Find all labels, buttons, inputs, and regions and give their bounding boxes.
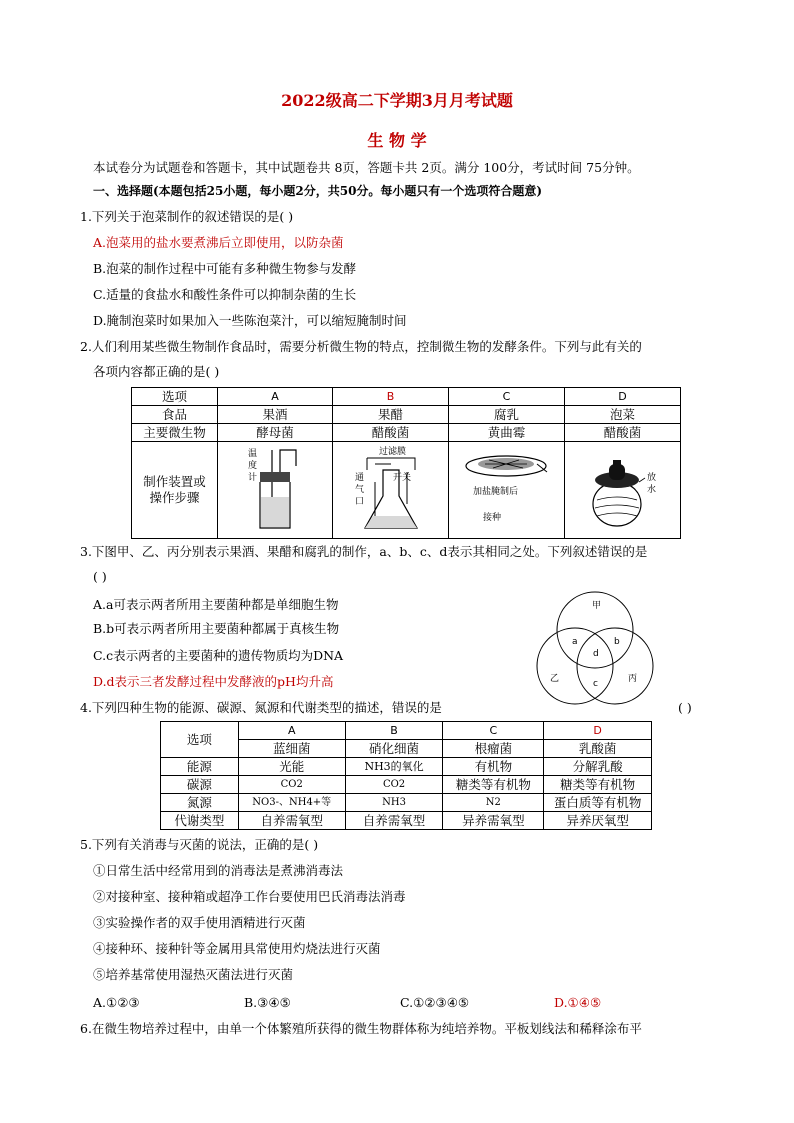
q4-head-label: 选项 [161,722,239,758]
q2-cell: 果酒 [218,406,333,424]
q1-option-d: D.腌制泡菜时如果加入一些陈泡菜汁，可以缩短腌制时间 [93,313,407,328]
thermo-label-1: 温 [248,449,258,459]
vent-label-3: 口 [355,497,365,507]
q4-cell: 分解乳酸 [544,758,652,776]
q4-cell: 根瘤菌 [443,740,544,758]
q2-fig-d-cell [565,442,681,539]
q4-energy-row [161,758,652,776]
q2-device-label-1: 制作装置或 [143,474,206,489]
subject-title: 生 物 学 [367,131,427,150]
q2-food-row [132,406,681,424]
q4-meta-row [161,812,652,830]
venn-label-d: d [593,649,599,659]
q4-cell: 异养需氧型 [443,812,544,830]
venn-label-b: b [614,637,620,647]
sufu-plate-figure [449,442,564,534]
q2-cell: 醋酸菌 [333,424,449,442]
venn-label-bing: 丙 [628,674,638,684]
q2-header-row [132,388,681,406]
q2-cell: 醋酸菌 [565,424,681,442]
q2-header-cell: B [333,388,449,406]
q3-stem-line2: ( ) [93,569,107,584]
q5-item-4: ④接种环、接种针等金属用具常使用灼烧法进行灭菌 [93,941,381,956]
thermo-label-2: 度 [248,461,258,471]
q4-letter: A [238,722,345,740]
q4-row-label: 代谢类型 [161,812,239,830]
q2-header-cell: D [565,388,681,406]
thermo-label-3: 计 [248,473,258,483]
q4-cell: 异养厌氧型 [544,812,652,830]
q1-stem: 1.下列关于泡菜制作的叙述错误的是( ) [80,209,294,224]
q2-stem-line2: 各项内容都正确的是( ) [93,364,220,379]
q1-option-a: A.泡菜用的盐水要煮沸后立即使用，以防杂菌 [93,235,344,250]
q2-fig-a-cell [218,442,333,539]
q4-cell: 自养需氧型 [345,812,443,830]
q2-cell: 黄曲霉 [449,424,565,442]
switch-label: 开关 [393,473,412,483]
venn-label-jia: 甲 [592,601,602,611]
exam-intro: 本试卷分为试题卷和答题卡，其中试题卷共 8页，答题卡共 2页。满分 100分，考试时间 75分钟。 [93,160,640,175]
q2-header-cell: 选项 [132,388,218,406]
q4-cell: 自养需氧型 [238,812,345,830]
venn-label-yi: 乙 [550,674,560,684]
q4-cell: 乳酸菌 [544,740,652,758]
vent-label-1: 通 [355,473,365,483]
q4-cell: NH3 [345,794,443,812]
q6-stem: 6.在微生物培养过程中，由单一个体繁殖所获得的微生物群体称为纯培养物。平板划线法和稀释涂布平 [80,1021,642,1036]
section-heading: 一、选择题(本题包括25小题，每小题2分，共50分。每小题只有一个选项符合题意) [93,184,543,198]
q3-stem-line1: 3.下图甲、乙、丙分别表示果酒、果醋和腐乳的制作，a、b、c、d表示其相同之处。下列叙述错误的是 [80,544,648,559]
q4-cell: 蓝细菌 [238,740,345,758]
q4-answer-paren: ( ) [678,700,692,715]
exam-title: 2022级高二下学期3月月考试题 [281,91,513,110]
q4-nitrogen-row [161,794,652,812]
wine-fermenter-figure [218,442,332,534]
q4-cell: 硝化细菌 [345,740,443,758]
q4-table [160,721,652,830]
venn-diagram [530,588,660,706]
q4-cell: 糖类等有机物 [443,776,544,794]
q2-header-cell: C [449,388,565,406]
q2-fig-c-cell [449,442,565,539]
venn-label-c: c [593,679,598,689]
q5-choice-a: A.①②③ [93,995,140,1010]
q2-table [131,387,681,539]
kimchi-jar-figure [565,442,680,534]
q2-cell: 果醋 [333,406,449,424]
vinegar-fermenter-figure [333,442,448,534]
q4-letter: B [345,722,443,740]
q2-microbe-row [132,424,681,442]
q2-fig-b-cell [333,442,449,539]
q4-letter-row [161,722,652,740]
q1-option-b: B.泡菜的制作过程中可能有多种微生物参与发酵 [93,261,357,276]
q4-letter: D [544,722,652,740]
q4-row-label: 能源 [161,758,239,776]
q5-choice-c: C.①②③④⑤ [400,995,470,1010]
q4-cell: 有机物 [443,758,544,776]
q2-cell: 酵母菌 [218,424,333,442]
q3-option-d: D.d表示三者发酵过程中发酵液的pH均升高 [93,674,334,689]
q5-item-2: ②对接种室、接种箱或超净工作台要使用巴氏消毒法消毒 [93,889,406,904]
q4-cell: NO3-、NH4+等 [238,794,345,812]
q5-item-5: ⑤培养基常使用湿热灭菌法进行灭菌 [93,967,294,982]
q3-option-b: B.b可表示两者所用主要菌种都属于真核生物 [93,621,340,636]
q3-option-c: C.c表示两者的主要菌种的遗传物质均为DNA [93,648,344,663]
q5-stem: 5.下列有关消毒与灭菌的说法，正确的是( ) [80,837,319,852]
q4-cell: NH3的氧化 [345,758,443,776]
q4-row-label: 碳源 [161,776,239,794]
q2-header-cell: A [218,388,333,406]
vent-label-2: 气 [355,485,365,495]
inoculate-label: 接种 [483,513,502,523]
q5-choice-d: D.①④⑤ [554,995,602,1010]
q2-stem-line1: 2.人们利用某些微生物制作食品时，需要分析微生物的特点，控制微生物的发酵条件。下列与此有关的 [80,339,642,354]
q4-cell: 糖类等有机物 [544,776,652,794]
q1-option-c: C.适量的食盐水和酸性条件可以抑制杂菌的生长 [93,287,357,302]
water-label-1: 放 [647,473,657,483]
q5-item-3: ③实验操作者的双手使用酒精进行灭菌 [93,915,306,930]
q5-item-1: ①日常生活中经常用到的消毒法是煮沸消毒法 [93,863,344,878]
q4-row-label: 氮源 [161,794,239,812]
q4-stem: 4.下列四种生物的能源、碳源、氮源和代谢类型的描述，错误的是 [80,700,442,715]
q4-letter: C [443,722,544,740]
q2-cell: 腐乳 [449,406,565,424]
salt-step-label: 加盐腌制后 [473,487,519,497]
q2-device-row [132,442,681,539]
q2-row-label: 主要微生物 [132,424,218,442]
q4-cell: CO2 [238,776,345,794]
q2-device-label-2: 操作步骤 [149,490,200,505]
q5-choice-b: B.③④⑤ [244,995,291,1010]
q4-cell: N2 [443,794,544,812]
water-label-2: 水 [647,485,657,495]
q3-option-a: A.a可表示两者所用主要菌种都是单细胞生物 [93,597,339,612]
q2-cell: 泡菜 [565,406,681,424]
q4-carbon-row [161,776,652,794]
q2-row-label [132,442,218,539]
filter-membrane-label: 过滤膜 [379,447,407,457]
q4-cell: CO2 [345,776,443,794]
q4-cell: 蛋白质等有机物 [544,794,652,812]
q2-row-label: 食品 [132,406,218,424]
q4-cell: 光能 [238,758,345,776]
venn-label-a: a [572,637,578,647]
